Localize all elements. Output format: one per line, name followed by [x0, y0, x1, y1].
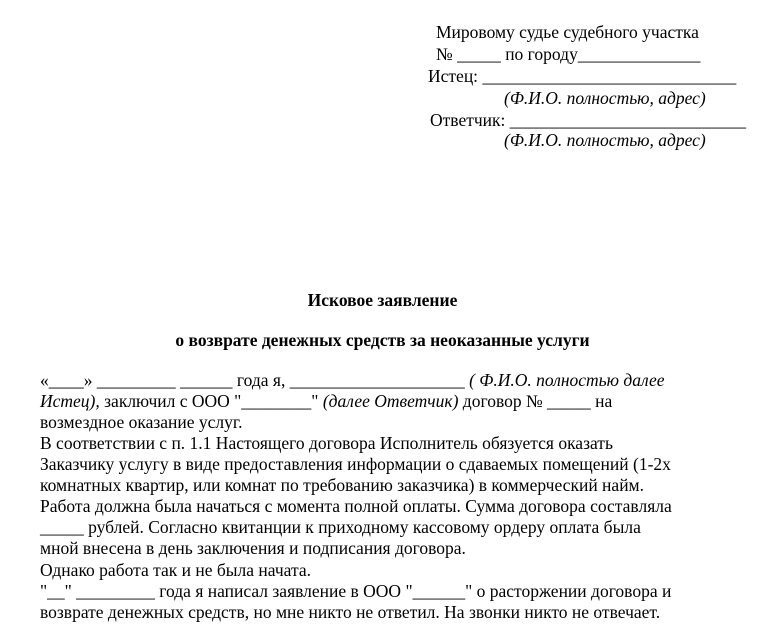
body-line-1-text: «____» _________ ______ года я, ____________________: [40, 370, 470, 390]
plaintiff-hint: (Ф.И.О. полностью, адрес): [504, 88, 706, 108]
body-line-1-hint: ( Ф.И.О. полностью далее: [469, 370, 665, 390]
document-title: Исковое заявление: [307, 290, 458, 310]
defendant-label: Ответчик:: [430, 110, 510, 130]
body-line-2-text-b: договор № _____ на: [458, 391, 613, 411]
body-line-11: "__" _________ года я написал заявление в ООО "______" о расторжении договора и: [40, 581, 672, 601]
body-line-2-text-a: заключил с ООО "________": [99, 391, 323, 411]
body-line-10: Однако работа так и не была начата.: [40, 560, 311, 580]
addressee-line-1: Мировому судье судебного участка: [436, 22, 699, 42]
body-line-1: [40, 370, 665, 390]
body-line-2-hint-a: Истец),: [40, 391, 100, 411]
body-line-12: возврате денежных средств, но мне никто не ответил. На звонки никто не отвечает.: [40, 602, 661, 622]
plaintiff-label: Истец:: [428, 66, 483, 86]
plaintiff-line: [428, 66, 736, 86]
plaintiff-blank: _____________________________: [482, 66, 737, 86]
document-subtitle: о возврате денежных средств за неоказанные услуги: [175, 330, 590, 350]
defendant-line: [430, 110, 746, 130]
body-line-9: мной внесена в день заключения и подписания договора.: [40, 538, 466, 558]
body-line-6: комнатных квартир, или комнат по требованию заказчика) в коммерческий найм.: [40, 475, 645, 495]
body-line-5: Заказчику услугу в виде предоставления информации о сдаваемых помещений (1-2х: [40, 454, 671, 474]
body-line-3: возмездное оказание услуг.: [40, 412, 243, 432]
body-line-7: Работа должна была начаться с момента полной оплаты. Сумма договора составляла: [40, 496, 672, 516]
body-line-8: _____ рублей. Согласно квитанции к приходному кассовому ордеру оплата была: [40, 517, 641, 537]
body-line-4: В соответствии с п. 1.1 Настоящего договора Исполнитель обязуется оказать: [40, 433, 613, 453]
body-line-2: [40, 391, 612, 411]
defendant-hint: (Ф.И.О. полностью, адрес): [504, 130, 706, 150]
body-line-2-hint-b: (далее Ответчик): [322, 391, 459, 411]
addressee-line-2: № _____ по городу______________: [436, 44, 701, 64]
defendant-blank: ___________________________: [509, 110, 747, 130]
